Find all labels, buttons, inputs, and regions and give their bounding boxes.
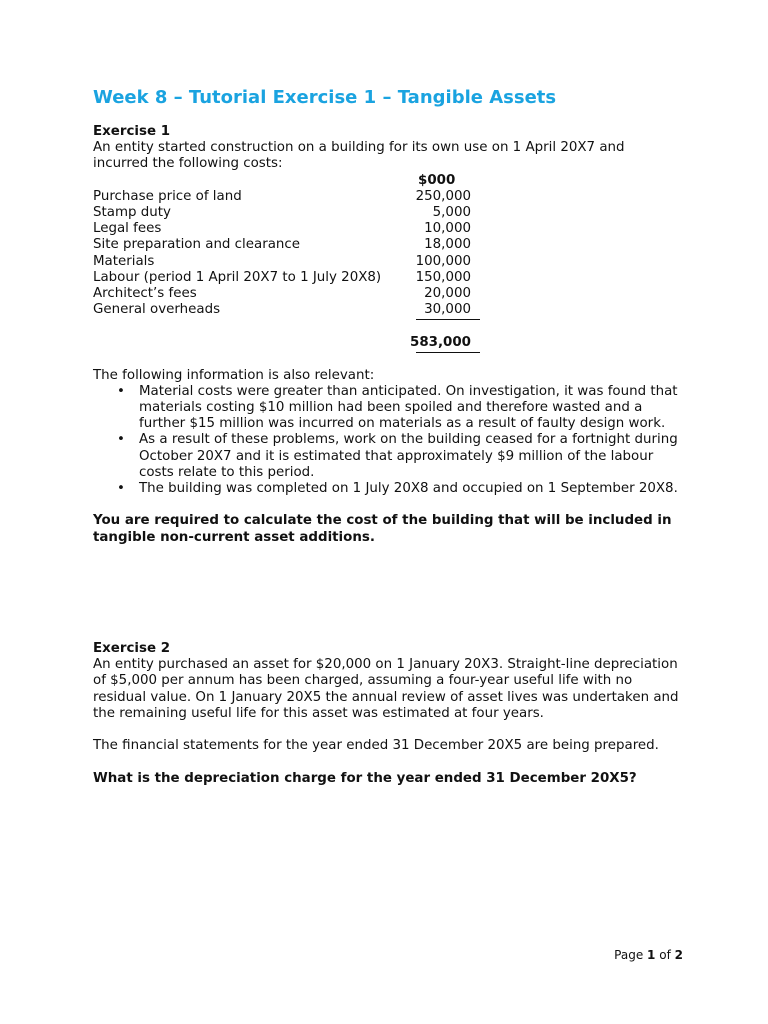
exercise-1-heading: Exercise 1 bbox=[93, 124, 171, 139]
page-total: 2 bbox=[674, 948, 683, 962]
cost-table-header bbox=[93, 173, 493, 189]
exercise-1-requirement: You are required to calculate the cost of the building that will be included in tangible non-current asset additions. bbox=[93, 513, 672, 545]
cost-row bbox=[93, 237, 493, 253]
cost-row bbox=[93, 270, 493, 286]
cost-amount: 18,000 bbox=[424, 237, 471, 253]
cost-amount: 100,000 bbox=[415, 253, 471, 269]
cost-row bbox=[93, 254, 493, 270]
exercise-2 bbox=[93, 641, 683, 787]
subtotal-rule bbox=[416, 319, 480, 320]
cost-row bbox=[93, 286, 493, 302]
bullet-item: • The building was completed on 1 July 20X8 and occupied on 1 September 20X8. bbox=[139, 481, 683, 497]
cost-label: Architect’s fees bbox=[93, 285, 197, 301]
cost-amount: 10,000 bbox=[424, 221, 471, 237]
page-label: Page bbox=[614, 948, 644, 962]
exercise-1-intro: An entity started construction on a building for its own use on 1 April 20X7 and incurred the following costs: bbox=[93, 140, 625, 172]
cost-label: Stamp duty bbox=[93, 204, 171, 220]
cost-label: General overheads bbox=[93, 302, 221, 318]
exercise-2-heading: Exercise 2 bbox=[93, 641, 171, 656]
cost-amount: 150,000 bbox=[415, 269, 471, 285]
cost-row bbox=[93, 205, 493, 221]
exercise-2-statement: The financial statements for the year ended 31 December 20X5 are being prepared. bbox=[93, 738, 659, 754]
cost-row bbox=[93, 302, 493, 318]
cost-row bbox=[93, 189, 493, 205]
page-title: Week 8 – Tutorial Exercise 1 – Tangible Assets bbox=[93, 87, 557, 108]
exercise-2-question: What is the depreciation charge for the year ended 31 December 20X5? bbox=[93, 770, 637, 786]
info-intro: The following information is also relevant: bbox=[93, 367, 375, 383]
currency-header: $000 bbox=[418, 172, 456, 188]
cost-total: 583,000 bbox=[410, 335, 471, 351]
exercise-2-text: An entity purchased an asset for $20,000 on 1 January 20X3. Straight-line depreciation of $5,000 per annum has been charged, assuming a four-year useful life with no residual value. On 1 January 20X5 the annual review of asset lives was undertaken and the remaining useful life for this asset was estimated at four years. bbox=[93, 657, 679, 721]
cost-label: Site preparation and clearance bbox=[93, 237, 301, 253]
info-bullets bbox=[93, 384, 683, 497]
page-number bbox=[614, 947, 683, 963]
cost-label: Materials bbox=[93, 253, 155, 269]
cost-label: Labour (period 1 April 20X7 to 1 July 20X8) bbox=[93, 269, 382, 285]
cost-amount: 5,000 bbox=[432, 204, 471, 220]
cost-table bbox=[93, 173, 493, 352]
page-of-label: of bbox=[659, 948, 671, 962]
cost-label: Purchase price of land bbox=[93, 188, 242, 204]
cost-amount: 30,000 bbox=[424, 302, 471, 318]
cost-row bbox=[93, 221, 493, 237]
cost-total-row bbox=[93, 335, 493, 351]
cost-label: Legal fees bbox=[93, 221, 162, 237]
exercise-1 bbox=[93, 124, 683, 546]
cost-amount: 250,000 bbox=[415, 188, 471, 204]
cost-amount: 20,000 bbox=[424, 285, 471, 301]
total-rule bbox=[416, 352, 480, 353]
document-page bbox=[93, 0, 683, 1024]
page-current: 1 bbox=[647, 948, 656, 962]
bullet-item: • Material costs were greater than anticipated. On investigation, it was found that materials costing $10 million had been spoiled and therefore wasted and a further $15 million was incurred on materials as a result of faulty design work. bbox=[139, 384, 683, 433]
bullet-item: • As a result of these problems, work on the building ceased for a fortnight during October 20X7 and it is estimated that approximately $9 million of the labour costs relate to this period. bbox=[139, 432, 683, 481]
cost-rows bbox=[93, 189, 493, 319]
